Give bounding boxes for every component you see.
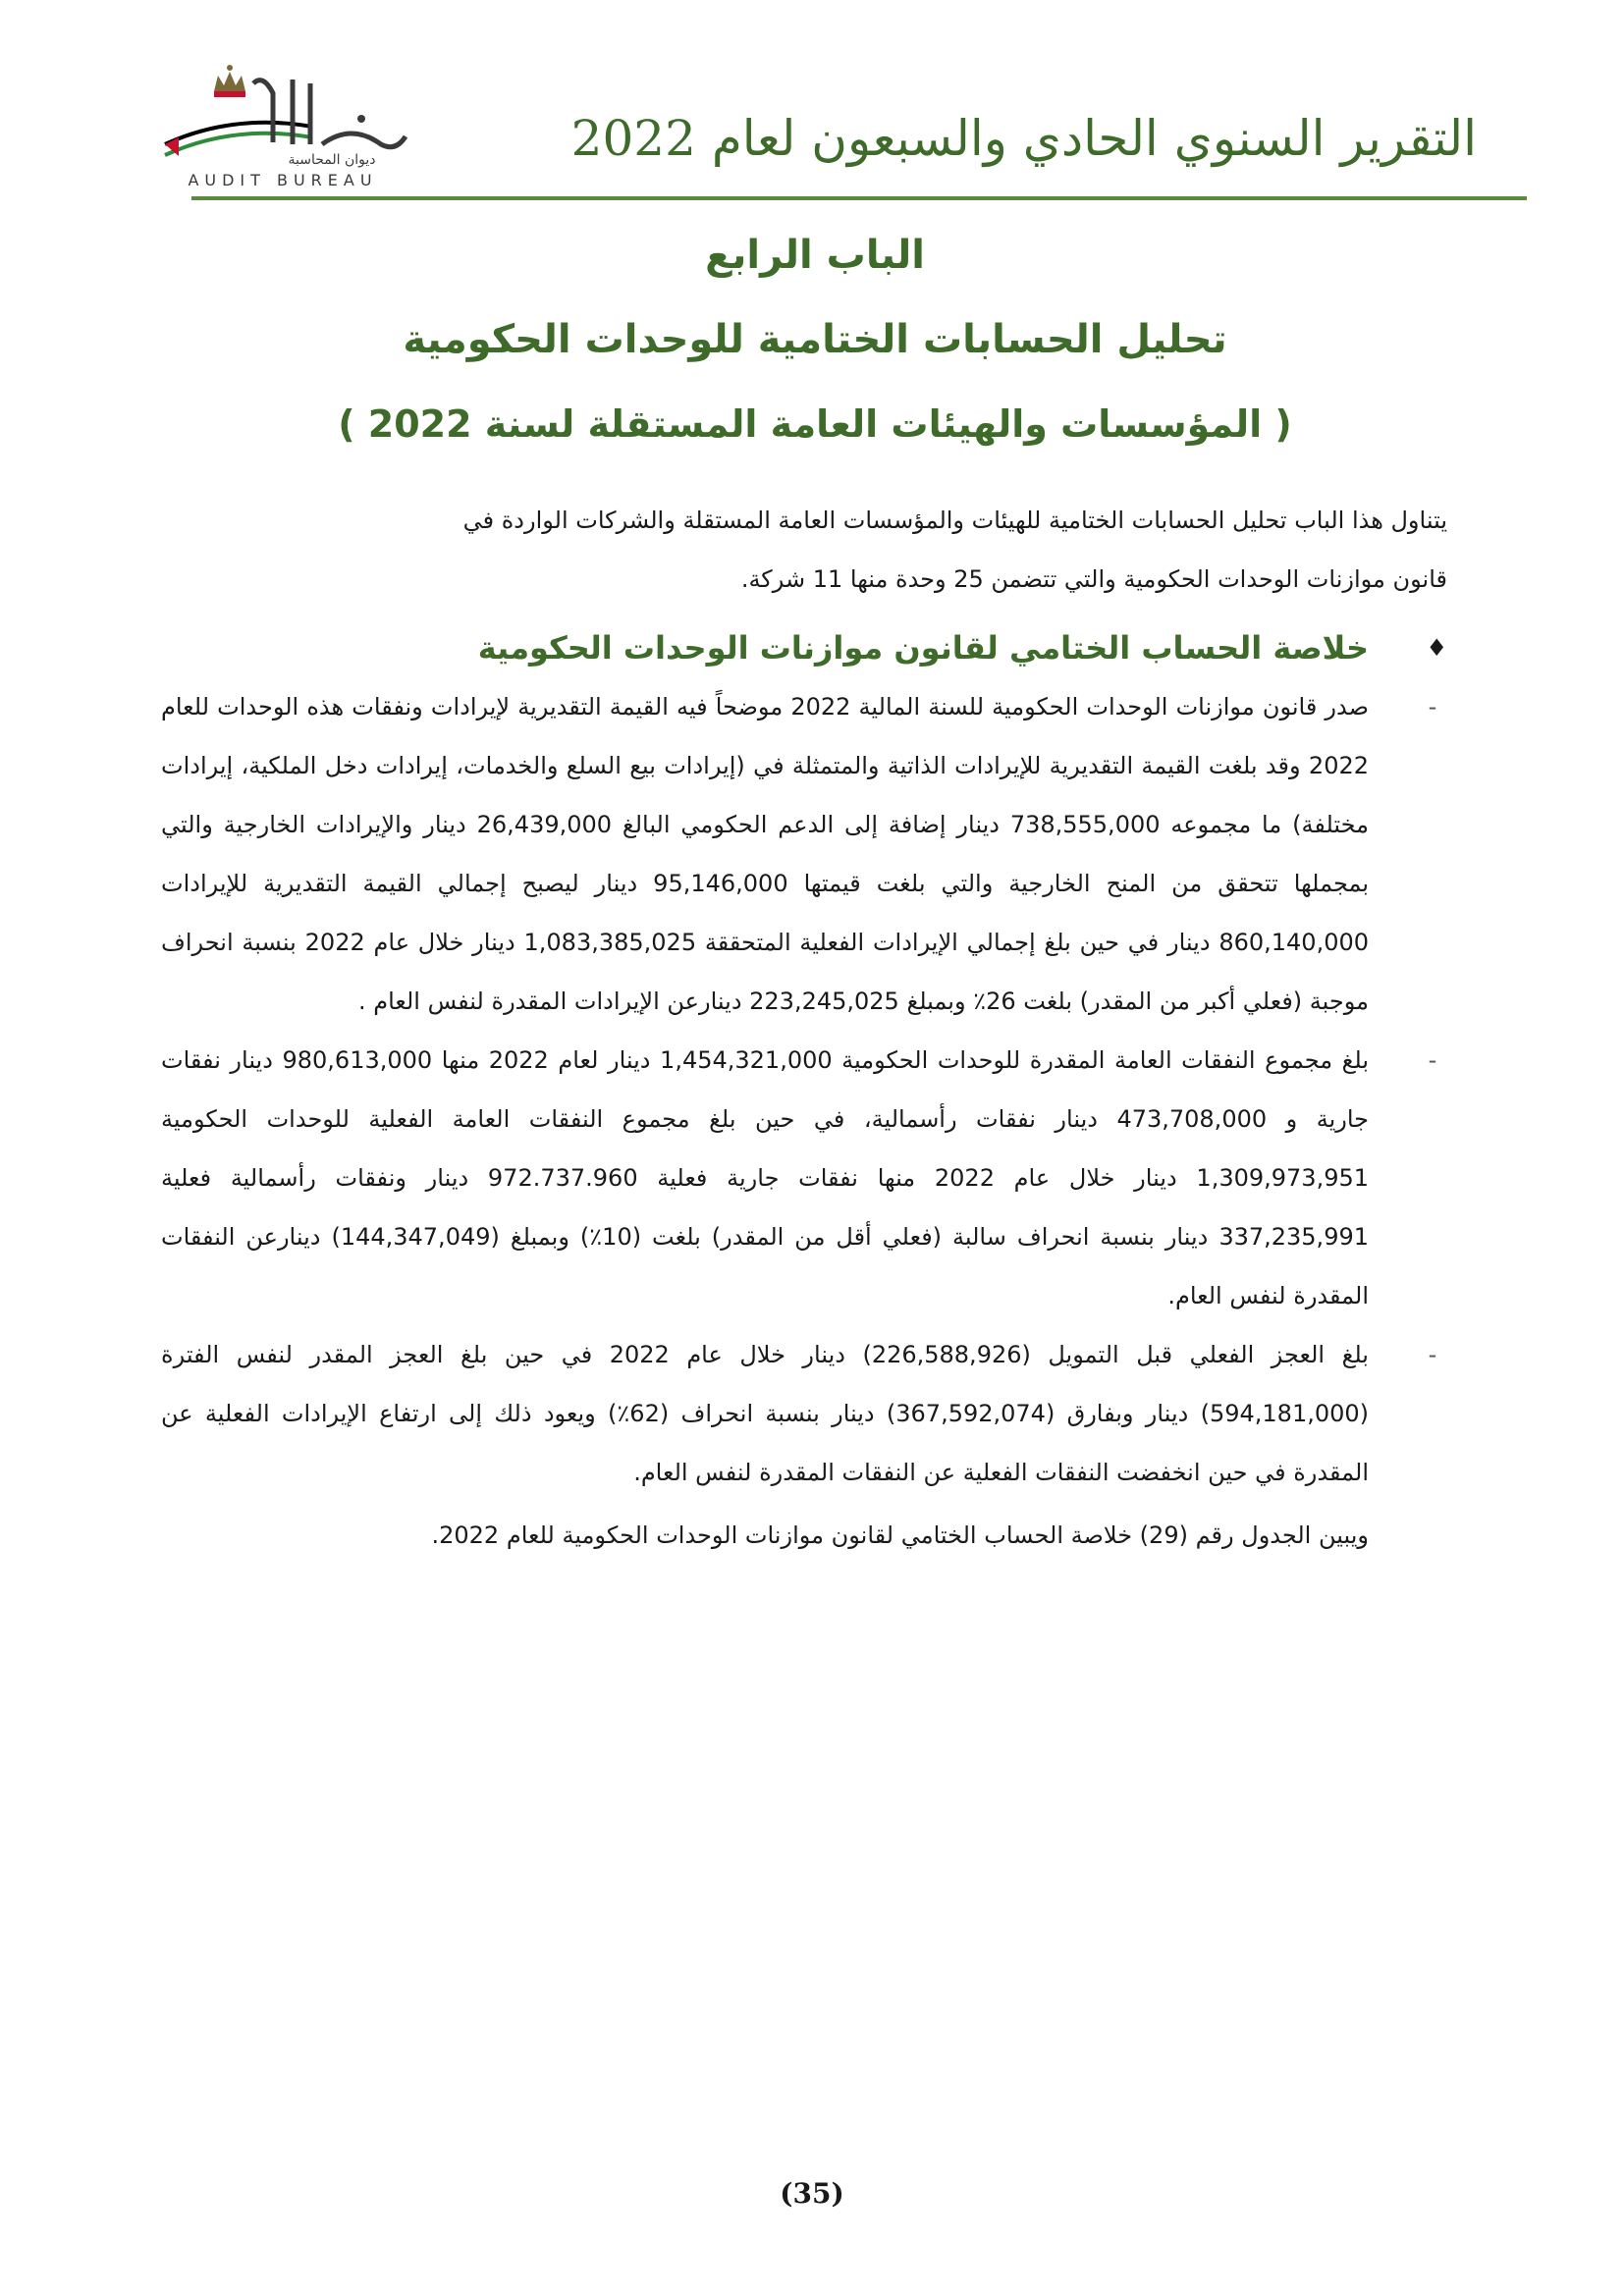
list-item-text: صدر قانون موازنات الوحدات الحكومية للسنة المالية 2022 موضحاً فيه القيمة التقديرية لإيرادات ونفقات هذه الوحدات للعام 2022 وقد بلغت القيمة التقديرية للإيرادات الذاتية والمتمثلة في (إيرادات بيع السلع والخدمات، إيرادات دخل الملكية، إيرادات مختلفة) ما مجموعه 738,555,000 دينار إضافة إلى الدعم الحكومي البالغ 26,439,000 دينار والإيرادات الخارجية والتي بمجملها تتحقق من المنح الخارجية والتي بلغت قيمتها 95,146,000 دينار ليصبح إجمالي القيمة التقديرية للإيرادات 860,140,000 دينار في حين بلغ إجمالي الإيرادات الفعلية المتحققة 1,083,385,025 دينار خلال عام 2022 بنسبة انحراف موجبة (فعلي أكبر من المقدر) بلغت 26٪ وبمبلغ 223,245,025 دينارعن الإيرادات المقدرة لنفس العام . <box>161 693 1370 1015</box>
dash-bullet-icon: - <box>1428 1046 1437 1074</box>
list-item-text: بلغ مجموع النفقات العامة المقدرة للوحدات الحكومية 1,454,321,000 دينار لعام 2022 منها 980,613,000 دينار نفقات جارية و 473,708,000 دينار نفقات رأسمالية، في حين بلغ مجموع النفقات العامة الفعلية للوحدات الحكومية 1,309,973,951 دينار خلال عام 2022 منها نفقات جارية فعلية 972.737.960 دينار ونفقات رأسمالية فعلية 337,235,991 دينار بنسبة انحراف سالبة (فعلي أقل من المقدر) بلغت (10٪) وبمبلغ (144,347,049) دينارعن النفقات المقدرة لنفس العام. <box>161 1046 1370 1309</box>
list-item <box>161 1325 1447 1502</box>
intro-line-2: قانون موازنات الوحدات الحكومية والتي تتضمن 25 وحدة منها 11 شركة. <box>740 565 1447 593</box>
list-item <box>161 1031 1447 1325</box>
crown-icon <box>214 65 245 97</box>
page-header <box>0 0 1624 211</box>
list-item-text: بلغ العجز الفعلي قبل التمويل (226,588,926) دينار خلال عام 2022 في حين بلغ العجز المقدر لنفس الفترة (594,181,000) دينار وبفارق (367,592,074) دينار بنسبة انحراف (62٪) ويعود ذلك إلى ارتفاع الإيرادات الفعلية عن المقدرة في حين انخفضت النفقات الفعلية عن النفقات المقدرة لنفس العام. <box>161 1341 1370 1486</box>
body-content <box>161 491 1447 1565</box>
report-title: التقرير السنوي الحادي والسبعون لعام 2022 <box>570 110 1477 167</box>
chapter-heading: الباب الرابع <box>705 233 925 278</box>
summary-list <box>161 677 1447 1502</box>
intro-line-1: يتناول هذا الباب تحليل الحسابات الختامية للهيئات والمؤسسات العامة المستقلة والشركات الواردة في <box>462 507 1447 534</box>
logo-text-en: AUDIT BUREAU <box>188 171 378 189</box>
intro-paragraph <box>161 491 1447 609</box>
list-item <box>161 677 1447 1031</box>
section-heading-text: خلاصة الحساب الختامي لقانون موازنات الوحدات الحكومية <box>477 629 1369 667</box>
chapter-subtitle: ( المؤسسات والهيئات العامة المستقلة لسنة 2022 ) <box>338 402 1292 446</box>
page-number: (35) <box>780 2177 844 2210</box>
audit-bureau-logo <box>145 54 420 191</box>
section-heading <box>161 618 1447 677</box>
chapter-headings <box>196 233 1434 489</box>
dash-bullet-icon: - <box>1428 693 1437 721</box>
closing-sentence: ويبين الجدول رقم (29) خلاصة الحساب الختامي لقانون موازنات الوحدات الحكومية للعام 2022. <box>431 1522 1369 1549</box>
chapter-title: تحليل الحسابات الختامية للوحدات الحكومية <box>403 317 1227 362</box>
dash-bullet-icon: - <box>1428 1341 1437 1368</box>
logo-text-ar: ديوان المحاسبة <box>288 152 376 168</box>
header-divider <box>191 196 1527 200</box>
diamond-bullet-icon: ♦ <box>1426 634 1447 662</box>
